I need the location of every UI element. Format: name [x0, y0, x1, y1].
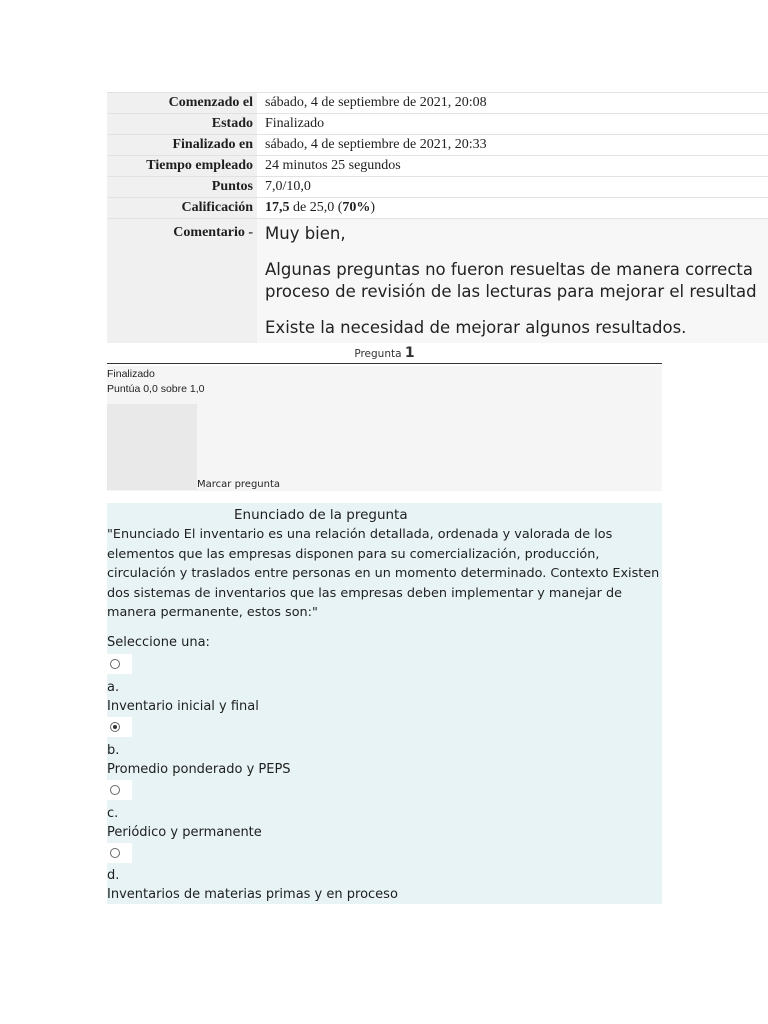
- question-grade: Puntúa 0,0 sobre 1,0: [107, 383, 205, 395]
- summary-row-time-taken: [107, 156, 768, 177]
- option-letter: b.: [107, 743, 120, 758]
- option-a-radio[interactable]: [107, 654, 132, 674]
- option-c-radio[interactable]: [107, 780, 132, 800]
- question-number: 1: [404, 345, 415, 361]
- flag-question-link[interactable]: Marcar pregunta: [197, 479, 281, 490]
- grade-percent: 70%: [342, 200, 371, 215]
- radio-circle-icon: [110, 785, 120, 795]
- summary-value: sábado, 4 de septiembre de 2021, 20:33: [257, 135, 768, 156]
- feedback-comment: [257, 219, 768, 344]
- option-b-label[interactable]: Promedio ponderado y PEPS: [107, 762, 291, 777]
- summary-row-grade: [107, 198, 768, 219]
- question-content: [107, 503, 662, 904]
- radio-circle-icon: [110, 848, 120, 858]
- option-a-label[interactable]: Inventario inicial y final: [107, 699, 259, 714]
- option-letter: c.: [107, 806, 119, 821]
- summary-value: Finalizado: [257, 114, 768, 135]
- summary-label: Puntos: [107, 177, 257, 198]
- grade-close: ): [370, 200, 376, 215]
- answer-prompt: Seleccione una:: [107, 635, 210, 650]
- option-d-radio[interactable]: [107, 843, 132, 863]
- radio-selected-icon: [110, 722, 120, 732]
- comment-line: Algunas preguntas no fueron resueltas de manera correcta: [265, 260, 753, 279]
- summary-row-started: [107, 93, 768, 114]
- summary-label: Tiempo empleado: [107, 156, 257, 177]
- summary-row-state: [107, 114, 768, 135]
- grade-score: 17,5: [265, 200, 290, 215]
- summary-label: Comentario -: [107, 219, 257, 344]
- question-info-panel: [107, 366, 662, 491]
- question-heading: Enunciado de la pregunta: [234, 507, 408, 523]
- comment-line: Existe la necesidad de mejorar algunos resultados.: [265, 318, 687, 337]
- summary-row-comment: [107, 219, 768, 344]
- summary-label: Finalizado en: [107, 135, 257, 156]
- summary-value: 7,0/10,0: [257, 177, 768, 198]
- summary-row-finished: [107, 135, 768, 156]
- summary-row-points: [107, 177, 768, 198]
- summary-label: Estado: [107, 114, 257, 135]
- comment-line: Muy bien,: [265, 224, 346, 243]
- flag-icon-placeholder: [107, 404, 197, 490]
- summary-value: 24 minutos 25 segundos: [257, 156, 768, 177]
- summary-value: sábado, 4 de septiembre de 2021, 20:08: [257, 93, 768, 114]
- summary-label: Comenzado el: [107, 93, 257, 114]
- radio-circle-icon: [110, 659, 120, 669]
- option-letter: a.: [107, 680, 120, 695]
- question-text: "Enunciado El inventario es una relación detallada, ordenada y valorada de los elementos que las empresas disponen para su comercialización, producción, circulación y traslados entre personas en un momento determinado. Contexto Existen dos sistemas de inventarios que las empresas deben implementar y manejar de manera permanente, estos son:": [107, 527, 660, 620]
- option-d-label[interactable]: Inventarios de materias primas y en proceso: [107, 887, 398, 902]
- grade-of-text: de 25,0 (: [289, 200, 343, 215]
- option-c-label[interactable]: Periódico y permanente: [107, 825, 262, 840]
- attempt-summary-table: [107, 92, 768, 343]
- question-title-label: Pregunta: [354, 348, 402, 360]
- summary-label: Calificación: [107, 198, 257, 219]
- option-letter: d.: [107, 868, 120, 883]
- comment-line: proceso de revisión de las lecturas para mejorar el resultad: [265, 282, 757, 301]
- question-title: [107, 343, 662, 364]
- option-b-radio[interactable]: [107, 717, 132, 737]
- grade-value: [257, 198, 768, 219]
- question-state: Finalizado: [107, 368, 155, 380]
